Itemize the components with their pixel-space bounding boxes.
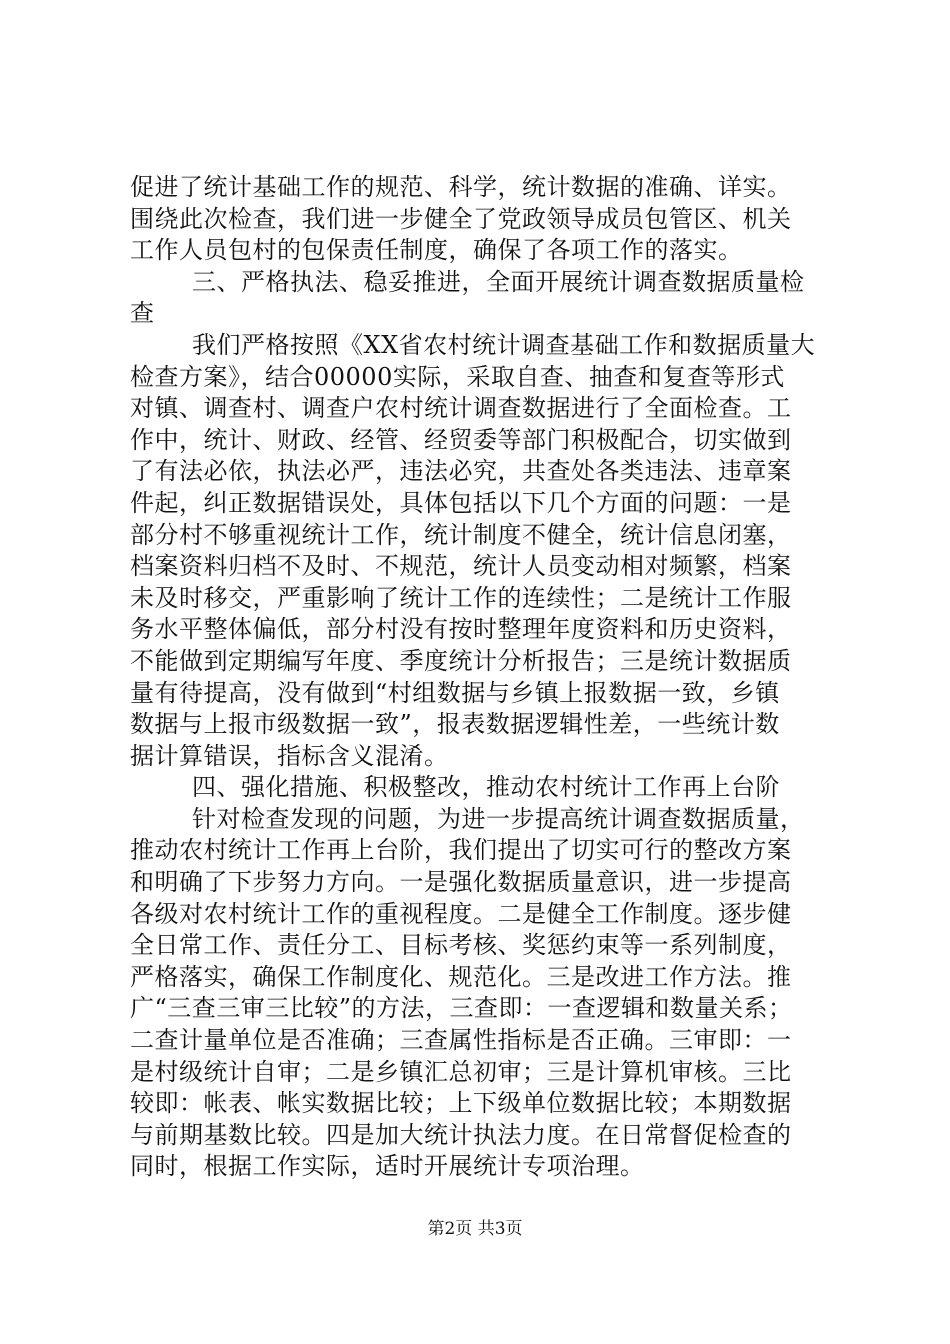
text-line: 件起，纠正数据错误处，具体包括以下几个方面的问题：一是 (130, 488, 792, 517)
text-line: 同时，根据工作实际，适时开展统计专项治理。 (130, 1152, 645, 1181)
text-line: 作中，统计、财政、经管、经贸委等部门积极配合，切实做到 (130, 425, 792, 454)
text-line: 严格落实，确保工作制度化、规范化。三是改进工作方法。推 (130, 962, 792, 991)
page-footer: 第2页 共3页 (427, 1219, 523, 1239)
text-line: 较即：帐表、帐实数据比较；上下级单位数据比较；本期数据 (130, 1089, 792, 1118)
text-line: 和明确了下步努力方向。一是强化数据质量意识，进一步提高 (130, 868, 792, 897)
text-line: 档案资料归档不及时、不规范，统计人员变动相对频繁，档案 (130, 552, 792, 581)
section-heading-4: 四、强化措施、积极整改，推动农村统计工作再上台阶 (192, 773, 780, 802)
text-line: 广“三查三审三比较”的方法，三查即：一查逻辑和数量关系； (130, 994, 793, 1023)
text-line: 了有法必依，执法必严，违法必究，共查处各类违法、违章案 (130, 457, 792, 486)
text-line: 针对检查发现的问题，为进一步提高统计调查数据质量， (192, 804, 805, 833)
text-line: 全日常工作、责任分工、目标考核、奖惩约束等一系列制度， (130, 931, 792, 960)
text-line: 务水平整体偏低，部分村没有按时整理年度资料和历史资料， (130, 615, 792, 644)
text-line: 量有待提高，没有做到“村组数据与乡镇上报数据一致，乡镇 (130, 678, 780, 707)
text-line: 促进了统计基础工作的规范、科学，统计数据的准确、详实。 (130, 173, 792, 201)
text-line: 不能做到定期编写年度、季度统计分析报告；三是统计数据质 (130, 646, 792, 675)
text-line: 二查计量单位是否准确；三查属性指标是否正确。三审即：一 (130, 1026, 792, 1055)
text-line: 推动农村统计工作再上台阶，我们提出了切实可行的整改方案 (130, 836, 792, 865)
text-line: 我们严格按照《XX省农村统计调查基础工作和数据质量大 (192, 330, 816, 359)
text-line: 与前期基数比较。四是加大统计执法力度。在日常督促检查的 (130, 1120, 792, 1149)
text-line: 部分村不够重视统计工作，统计制度不健全，统计信息闭塞， (130, 520, 792, 549)
text-line: 围绕此次检查，我们进一步健全了党政领导成员包管区、机关 (130, 204, 792, 233)
text-line: 各级对农村统计工作的重视程度。二是健全工作制度。逐步健 (130, 899, 792, 928)
text-line: 数据与上报市级数据一致”，报表数据逻辑性差，一些统计数 (130, 710, 780, 739)
text-line: 检查方案》，结合00000实际，采取自查、抽查和复查等形式 (130, 362, 785, 391)
section-heading-3-continued: 查 (130, 299, 155, 328)
section-heading-3: 三、严格执法、稳妥推进，全面开展统计调查数据质量检 (192, 267, 805, 296)
text-line: 据计算错误，指标含义混淆。 (130, 741, 449, 770)
text-line: 工作人员包村的包保责任制度，确保了各项工作的落实。 (130, 236, 743, 265)
body-text (130, 172, 830, 1183)
text-line: 是村级统计自审；二是乡镇汇总初审；三是计算机审核。三比 (130, 1057, 792, 1086)
text-line: 对镇、调查村、调查户农村统计调查数据进行了全面检查。工 (130, 394, 792, 423)
text-line: 未及时移交，严重影响了统计工作的连续性；二是统计工作服 (130, 583, 792, 612)
